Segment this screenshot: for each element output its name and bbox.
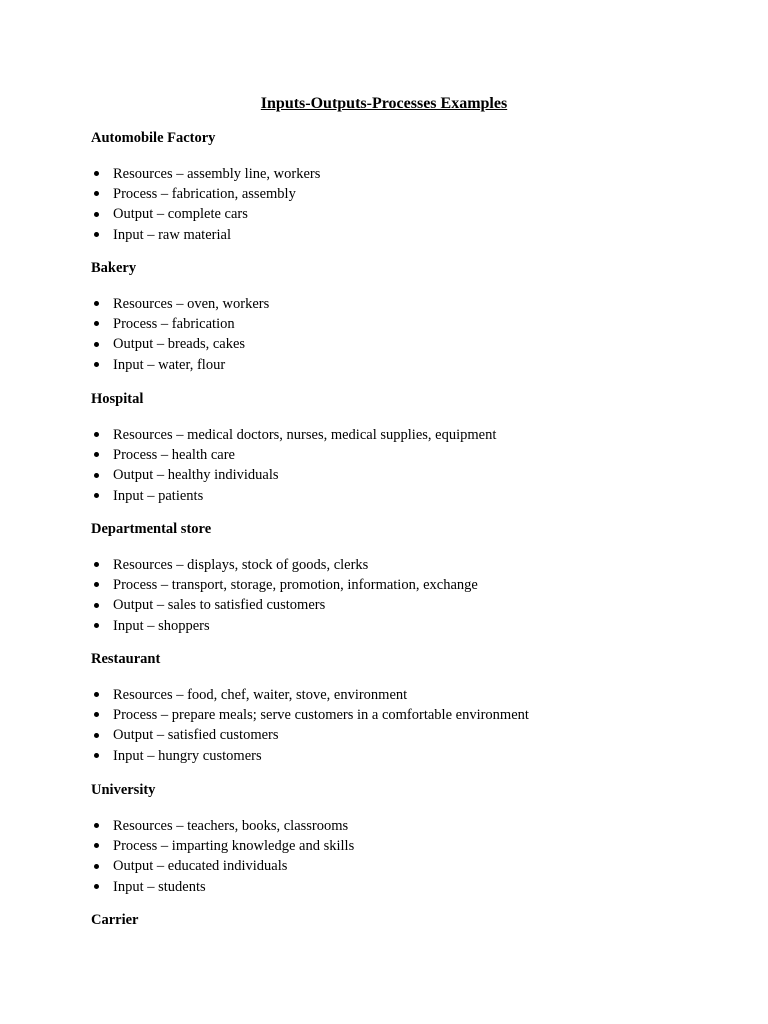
list-item-text: Input – shoppers [113, 617, 210, 634]
bullet-icon [91, 836, 101, 856]
section-heading: Carrier [91, 912, 139, 928]
list-item [91, 816, 731, 836]
list-item [91, 225, 731, 245]
list-item-text: Input – patients [113, 487, 204, 504]
list-item-text: Output – complete cars [113, 206, 248, 223]
section-heading: University [91, 782, 156, 798]
document-title: Inputs-Outputs-Processes Examples [260, 95, 508, 112]
bullet-icon [91, 725, 101, 745]
section-departmental-store [91, 520, 731, 636]
list-item-text: Input – water, flour [113, 356, 226, 373]
section-university [91, 781, 731, 897]
list-item [91, 445, 731, 465]
list-item [91, 877, 731, 897]
list-item [91, 616, 731, 636]
bullet-icon [91, 816, 101, 836]
bullet-icon [91, 314, 101, 334]
list-item [91, 314, 731, 334]
list-item [91, 204, 731, 224]
bullet-icon [91, 685, 101, 705]
list-item-text: Resources – assembly line, workers [113, 166, 321, 182]
bullet-icon [91, 555, 101, 575]
bullet-list [91, 816, 731, 897]
bullet-icon [91, 746, 101, 766]
list-item [91, 184, 731, 204]
list-item-text: Input – students [113, 878, 206, 895]
list-item [91, 856, 731, 876]
list-item [91, 425, 731, 445]
bullet-icon [91, 575, 101, 595]
list-item [91, 355, 731, 375]
bullet-icon [91, 225, 101, 245]
list-item [91, 486, 731, 506]
bullet-icon [91, 164, 101, 184]
section-heading: Departmental store [91, 521, 212, 537]
bullet-icon [91, 705, 101, 725]
section-heading: Restaurant [91, 651, 161, 667]
bullet-list [91, 425, 731, 506]
list-item [91, 836, 731, 856]
section-heading: Bakery [91, 260, 137, 276]
list-item [91, 725, 731, 745]
bullet-icon [91, 184, 101, 204]
list-item-text: Output – breads, cakes [113, 336, 246, 353]
bullet-icon [91, 486, 101, 506]
list-item-text: Process – fabrication, assembly [113, 186, 296, 203]
list-item-text: Process – imparting knowledge and skills [113, 838, 355, 855]
section-hospital [91, 390, 731, 506]
list-item-text: Resources – food, chef, waiter, stove, environment [113, 687, 408, 703]
bullet-list [91, 294, 731, 375]
section-restaurant [91, 650, 731, 766]
section-carrier [91, 911, 731, 929]
section-bakery [91, 259, 731, 375]
list-item [91, 294, 731, 314]
list-item-text: Resources – oven, workers [113, 296, 270, 312]
bullet-icon [91, 294, 101, 314]
list-item-text: Output – healthy individuals [113, 467, 279, 484]
list-item-text: Process – transport, storage, promotion, information, exchange [113, 577, 478, 594]
bullet-icon [91, 465, 101, 485]
bullet-icon [91, 445, 101, 465]
list-item [91, 595, 731, 615]
bullet-list [91, 164, 731, 245]
list-item [91, 465, 731, 485]
bullet-icon [91, 877, 101, 897]
section-heading: Automobile Factory [91, 130, 216, 146]
list-item-text: Input – raw material [113, 226, 231, 243]
bullet-icon [91, 425, 101, 445]
bullet-icon [91, 616, 101, 636]
list-item [91, 555, 731, 575]
list-item-text: Output – educated individuals [113, 858, 288, 875]
bullet-icon [91, 856, 101, 876]
list-item-text: Process – prepare meals; serve customers in a comfortable environment [113, 707, 529, 724]
list-item-text: Resources – teachers, books, classrooms [113, 818, 349, 834]
section-heading: Hospital [91, 391, 144, 407]
bullet-icon [91, 355, 101, 375]
list-item-text: Output – sales to satisfied customers [113, 597, 326, 614]
list-item [91, 746, 731, 766]
list-item [91, 164, 731, 184]
bullet-icon [91, 334, 101, 354]
list-item [91, 705, 731, 725]
section-automobile-factory [91, 129, 731, 245]
bullet-list [91, 685, 731, 766]
bullet-icon [91, 595, 101, 615]
bullet-list [91, 555, 731, 636]
list-item-text: Output – satisfied customers [113, 727, 279, 744]
list-item-text: Resources – displays, stock of goods, clerks [113, 557, 369, 573]
list-item-text: Process – fabrication [113, 316, 235, 333]
list-item [91, 685, 731, 705]
list-item-text: Resources – medical doctors, nurses, medical supplies, equipment [113, 427, 497, 443]
list-item [91, 334, 731, 354]
list-item-text: Process – health care [113, 447, 235, 464]
list-item-text: Input – hungry customers [113, 747, 262, 764]
list-item [91, 575, 731, 595]
bullet-icon [91, 204, 101, 224]
